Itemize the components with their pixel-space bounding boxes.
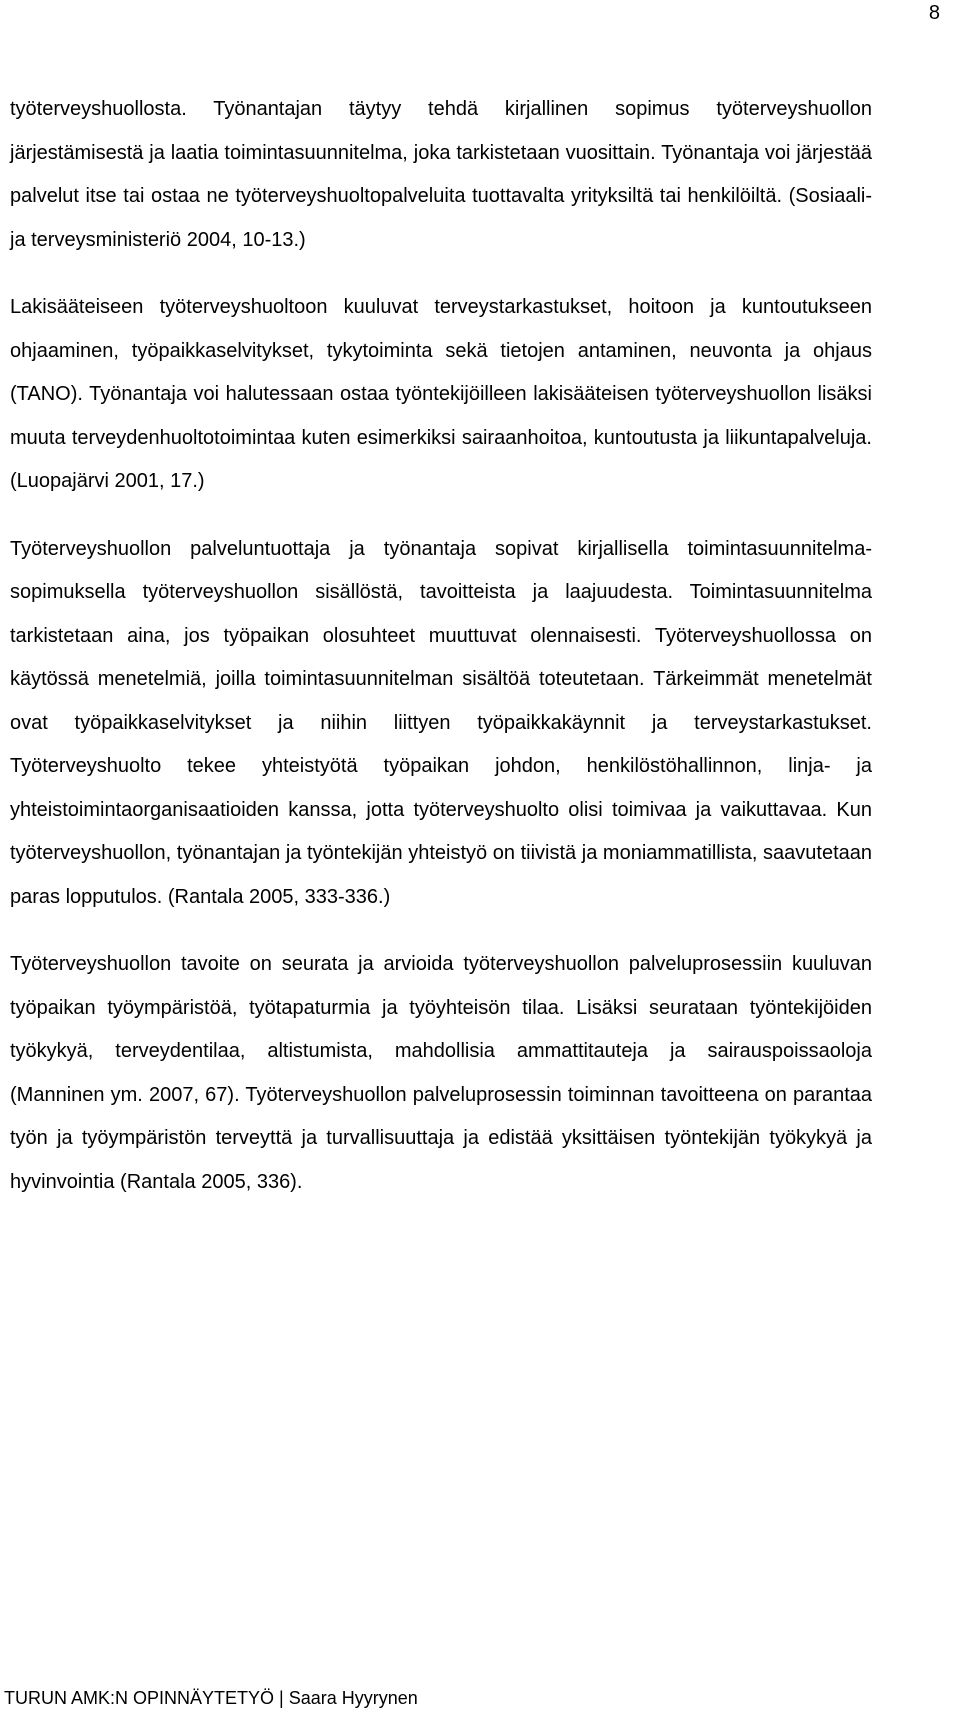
page-footer: TURUN AMK:N OPINNÄYTETYÖ | Saara Hyyrynen	[4, 1688, 418, 1708]
paragraph: Lakisääteiseen työterveyshuoltoon kuuluvat terveystarkastukset, hoitoon ja kuntoutukseen ohjaaminen, työpaikkaselvitykset, tykytoiminta sekä tietojen antaminen, neuvonta ja ohjaus (TANO). Työnantaja voi halutessaan ostaa työntekijöilleen lakisääteisen työterveyshuollon lisäksi muuta terveydenhuoltotoimintaa kuten esimerkiksi sairaanhoitoa, kuntoutusta ja liikuntapalveluja. (Luopajärvi 2001, 17.)	[10, 296, 872, 492]
paragraph: Työterveyshuollon tavoite on seurata ja arvioida työterveyshuollon palveluprosessiin kuuluvan työpaikan työympäristöä, työtapaturmia ja työyhteisön tilaa. Lisäksi seurataan työntekijöiden työkykyä, terveydentilaa, altistumista, mahdollisia ammattitauteja ja sairauspoissaoloja (Manninen ym. 2007, 67). Työterveyshuollon palveluprosessin toiminnan tavoitteena on parantaa työn ja työympäristön terveyttä ja turvallisuuttaja ja edistää yksittäisen työntekijän työkykyä ja hyvinvointia (Rantala 2005, 336).	[10, 953, 872, 1193]
paragraph: Työterveyshuollon palveluntuottaja ja työnantaja sopivat kirjallisella toimintasuunnitelma-sopimuksella työterveyshuollon sisällöstä, tavoitteista ja laajuudesta. Toimintasuunnitelma tarkistetaan aina, jos työpaikan olosuhteet muuttuvat olennaisesti. Työterveyshuollossa on käytössä menetelmiä, joilla toimintasuunnitelman sisältöä toteutetaan. Tärkeimmät menetelmät ovat työpaikkaselvitykset ja niihin liittyen työpaikkakäynnit ja terveystarkastukset. Työterveyshuolto tekee yhteistyötä työpaikan johdon, henkilöstöhallinnon, linja- ja yhteistoimintaorganisaatioiden kanssa, jotta työterveyshuolto olisi toimivaa ja vaikuttavaa. Kun työterveyshuollon, työnantajan ja työntekijän yhteistyö on tiivistä ja moniammatillista, saavutetaan paras lopputulos. (Rantala 2005, 333-336.)	[10, 537, 872, 908]
document-body	[10, 88, 872, 1228]
paragraph: työterveyshuollosta. Työnantajan täytyy tehdä kirjallinen sopimus työterveyshuollon järjestämisestä ja laatia toimintasuunnitelma, joka tarkistetaan vuosittain. Työnantaja voi järjestää palvelut itse tai ostaa ne työterveyshuoltopalveluita tuottavalta yrityksiltä tai henkilöiltä. (Sosiaali- ja terveysministeriö 2004, 10-13.)	[10, 98, 872, 251]
page-number: 8	[928, 2, 940, 24]
